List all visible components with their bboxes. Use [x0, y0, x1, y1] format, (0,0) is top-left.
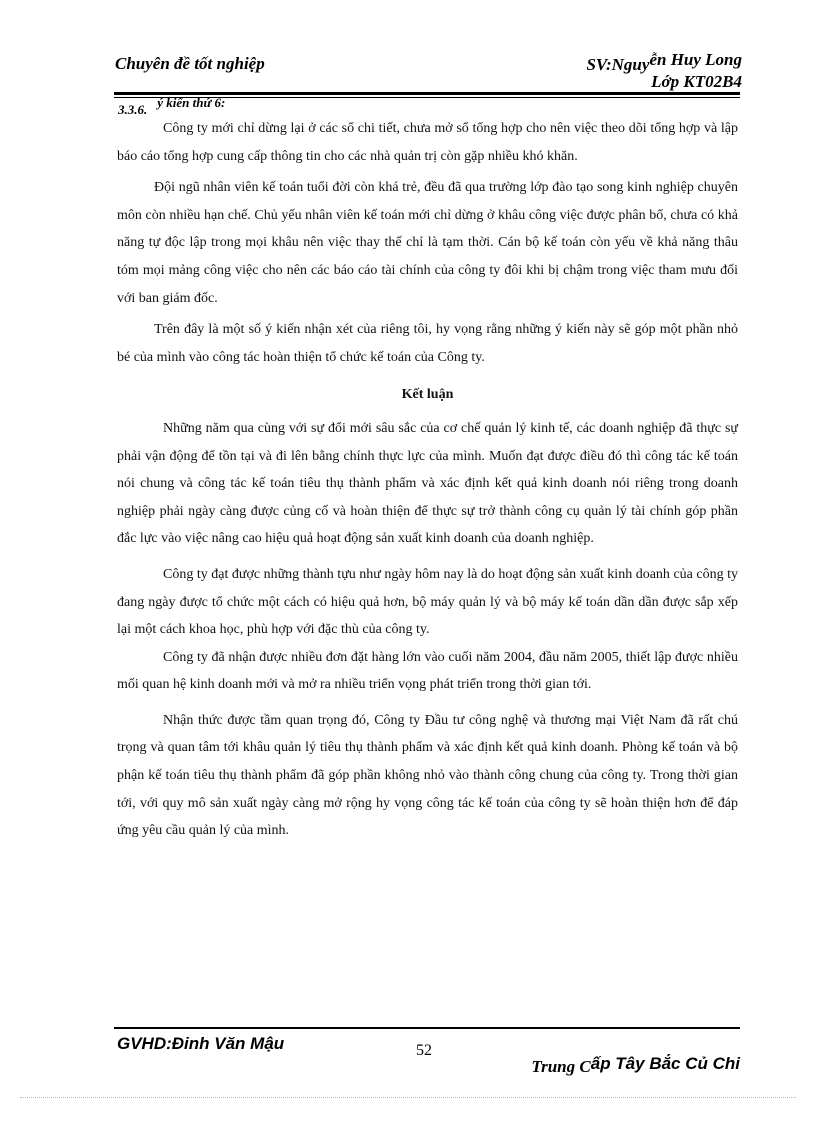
footer-school-rest: ấp Tây Bắc Củ Chi	[590, 1054, 740, 1073]
paragraph: Trên đây là một số ý kiến nhận xét của riêng tôi, hy vọng rằng những ý kiến này sẽ góp một phần nhỏ bé của mình vào công tác hoàn thiện tổ chức kế toán của Công ty.	[117, 322, 738, 365]
header-title: Chuyên đề tốt nghiệp	[115, 54, 265, 73]
header-class: Lớp KT02B4	[651, 72, 742, 91]
header-student-rest: ễn Huy Long	[649, 50, 742, 69]
page-bottom-border	[20, 1097, 796, 1098]
header-student-prefix: SV:Nguy	[586, 55, 650, 74]
header-student-name	[586, 50, 742, 74]
page-number: 52	[416, 1042, 432, 1059]
document-body	[117, 115, 738, 845]
section-number: 3.3.6.	[118, 102, 148, 117]
section-title: ý kiến thứ 6:	[157, 95, 226, 110]
paragraph: Đội ngũ nhân viên kế toán tuổi đời còn khá trẻ, đều đã qua trường lớp đào tạo song kinh nghiệp chuyên môn còn nhiều hạn chế. Chủ yếu nhân viên kế toán mới chỉ dừng ở khâu công việc được phân bổ, chưa có khả năng tự độc lập trong mọi khâu nên việc thay thế chỉ là tạm thời. Cán bộ kế toán còn yếu về khả năng thâu tóm mọi mảng công việc cho nên các báo cáo tài chính của công ty đôi khi bị chậm trong việc tham mưu đối với ban giám đốc.	[117, 180, 738, 306]
section-heading	[118, 95, 226, 117]
paragraph: Công ty đã nhận được nhiều đơn đặt hàng lớn vào cuối năm 2004, đầu năm 2005, thiết lập được nhiều mối quan hệ kinh doanh mới và mở ra nhiều triển vọng phát triển trong thời gian tới.	[117, 649, 738, 693]
paragraph: Những năm qua cùng với sự đổi mới sâu sắc của cơ chế quản lý kinh tế, các doanh nghiệp đã thực sự phải vận động để tồn tại và đi lên bằng chính thực lực của mình. Muốn đạt được điều đó thì công tác kế toán nói chung và công tác kế toán tiêu thụ thành phẩm và xác định kết quả kinh doanh nói riêng trong doanh nghiệp phải ngày càng được củng cố và hoàn thiện để thực sự trở thành công cụ quản lý tài chính góp phần đắc lực vào việc nâng cao hiệu quả hoạt động sản xuất kinh doanh của doanh nghiệp.	[117, 420, 738, 547]
footer-divider	[114, 1027, 740, 1029]
footer-school-prefix: Trung C	[531, 1057, 591, 1076]
paragraph: Nhận thức được tầm quan trọng đó, Công ty Đầu tư công nghệ và thương mại Việt Nam đã rất chú trọng và quan tâm tới khâu quản lý tiêu thụ thành phẩm và xác định kết quả kinh doanh. Phòng kế toán và bộ phận kế toán tiêu thụ thành phẩm đã góp phần không nhỏ vào thành công chung của công ty. Trong thời gian tới, với quy mô sản xuất ngày càng mở rộng hy vọng công tác kế toán của công ty sẽ hoàn thiện hơn để đáp ứng yêu cầu quản lý của mình.	[117, 712, 738, 839]
footer-supervisor: GVHD:Đinh Văn Mậu	[117, 1034, 285, 1053]
paragraph: Công ty mới chỉ dừng lại ở các sổ chi tiết, chưa mở sổ tổng hợp cho nên việc theo dõi tổng hợp và lập báo cáo tổng hợp cung cấp thông tin cho các nhà quản trị còn gặp nhiều khó khăn.	[117, 121, 738, 164]
footer-school	[531, 1054, 740, 1074]
paragraph: Công ty đạt được những thành tựu như ngày hôm nay là do hoạt động sản xuất kinh doanh của công ty đang ngày được tổ chức một cách có hiệu quả hơn, bộ máy quản lý và bộ máy kế toán dần dần được sắp xếp lại một cách khoa học, phù hợp với đặc thù của công ty.	[117, 566, 738, 638]
conclusion-heading: Kết luận	[401, 387, 454, 403]
